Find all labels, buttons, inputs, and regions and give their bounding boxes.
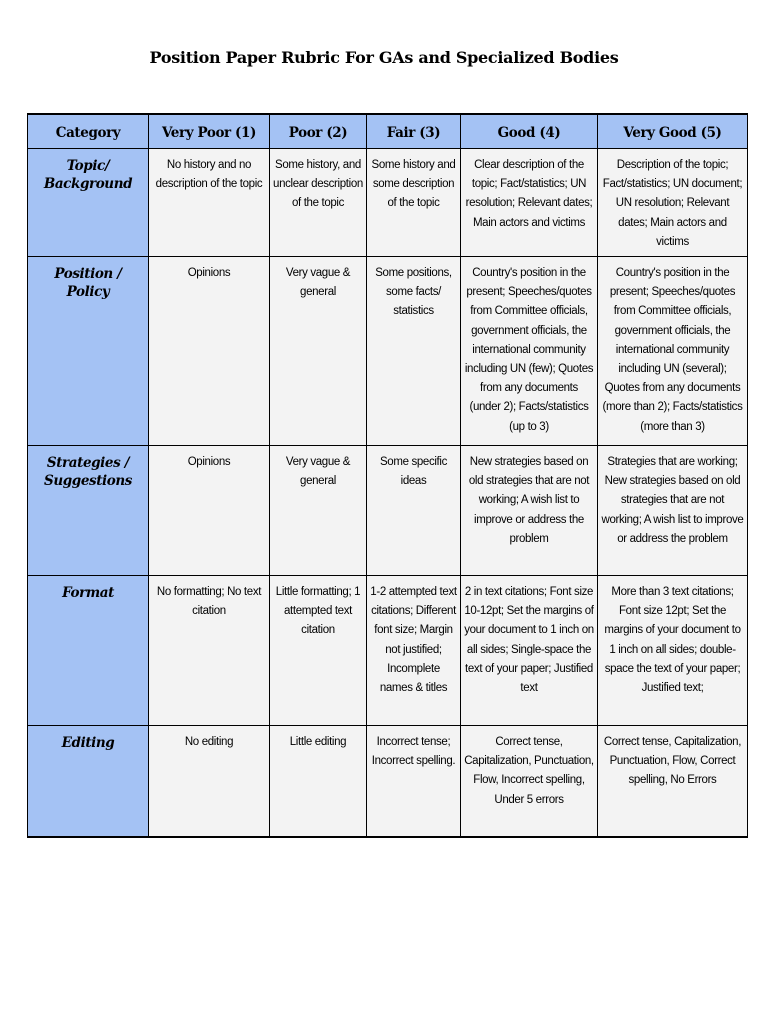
row-topic-background <box>28 149 748 257</box>
rubric-cell-fair: Some history and some description of the topic <box>367 149 461 257</box>
category-cell: Format <box>28 576 149 726</box>
category-cell: Strategies / Suggestions <box>28 446 149 576</box>
rubric-cell-very-poor: No formatting; No text citation <box>149 576 270 726</box>
rubric-cell-very-good: More than 3 text citations; Font size 12pt; Set the margins of your document to 1 inch on all sides; double-space the text of your paper; Justified text; <box>598 576 748 726</box>
rubric-cell-fair: Some positions, some facts/ statistics <box>367 257 461 446</box>
category-cell: Editing <box>28 726 149 838</box>
rubric-cell-very-good: Description of the topic; Fact/statistics; UN document; UN resolution; Relevant dates; Main actors and victims <box>598 149 748 257</box>
header-very-good: Very Good (5) <box>598 114 748 149</box>
rubric-cell-fair: Incorrect tense; Incorrect spelling. <box>367 726 461 838</box>
rubric-cell-good: 2 in text citations; Font size 10-12pt; Set the margins of your document to 1 inch on all sides; Single-space the text of your paper; Justified text <box>461 576 598 726</box>
rubric-cell-very-good: Strategies that are working; New strategies based on old strategies that are not working; A wish list to improve or address the problem <box>598 446 748 576</box>
rubric-cell-poor: Little editing <box>270 726 367 838</box>
rubric-cell-poor: Little formatting; 1 attempted text citation <box>270 576 367 726</box>
rubric-cell-fair: Some specific ideas <box>367 446 461 576</box>
rubric-cell-poor: Some history, and unclear description of the topic <box>270 149 367 257</box>
rubric-cell-good: Clear description of the topic; Fact/statistics; UN resolution; Relevant dates; Main actors and victims <box>461 149 598 257</box>
rubric-cell-poor: Very vague & general <box>270 257 367 446</box>
row-editing <box>28 726 748 838</box>
rubric-cell-very-good: Correct tense, Capitalization, Punctuation, Flow, Correct spelling, No Errors <box>598 726 748 838</box>
rubric-cell-good: New strategies based on old strategies that are not working; A wish list to improve or address the problem <box>461 446 598 576</box>
header-good: Good (4) <box>461 114 598 149</box>
rubric-cell-poor: Very vague & general <box>270 446 367 576</box>
header-poor: Poor (2) <box>270 114 367 149</box>
header-very-poor: Very Poor (1) <box>149 114 270 149</box>
rubric-cell-very-good: Country's position in the present; Speeches/quotes from Committee officials, government officials, the international community including UN (several); Quotes from any documents (more than 2); Facts/statistics (more than 3) <box>598 257 748 446</box>
rubric-table <box>27 113 748 838</box>
header-category: Category <box>28 114 149 149</box>
rubric-cell-good: Country's position in the present; Speeches/quotes from Committee officials, government officials, the international community including UN (few); Quotes from any documents (under 2); Facts/statistics (up to 3) <box>461 257 598 446</box>
rubric-cell-very-poor: No history and no description of the topic <box>149 149 270 257</box>
document-title: Position Paper Rubric For GAs and Specialized Bodies <box>149 48 619 67</box>
category-cell: Topic/ Background <box>28 149 149 257</box>
rubric-cell-good: Correct tense, Capitalization, Punctuation, Flow, Incorrect spelling, Under 5 errors <box>461 726 598 838</box>
row-strategies-suggestions <box>28 446 748 576</box>
rubric-cell-very-poor: Opinions <box>149 446 270 576</box>
row-format <box>28 576 748 726</box>
header-row <box>28 114 748 149</box>
row-position-policy <box>28 257 748 446</box>
rubric-cell-very-poor: Opinions <box>149 257 270 446</box>
category-cell: Position / Policy <box>28 257 149 446</box>
header-fair: Fair (3) <box>367 114 461 149</box>
rubric-cell-very-poor: No editing <box>149 726 270 838</box>
rubric-cell-fair: 1-2 attempted text citations; Different font size; Margin not justified; Incomplete names & titles <box>367 576 461 726</box>
